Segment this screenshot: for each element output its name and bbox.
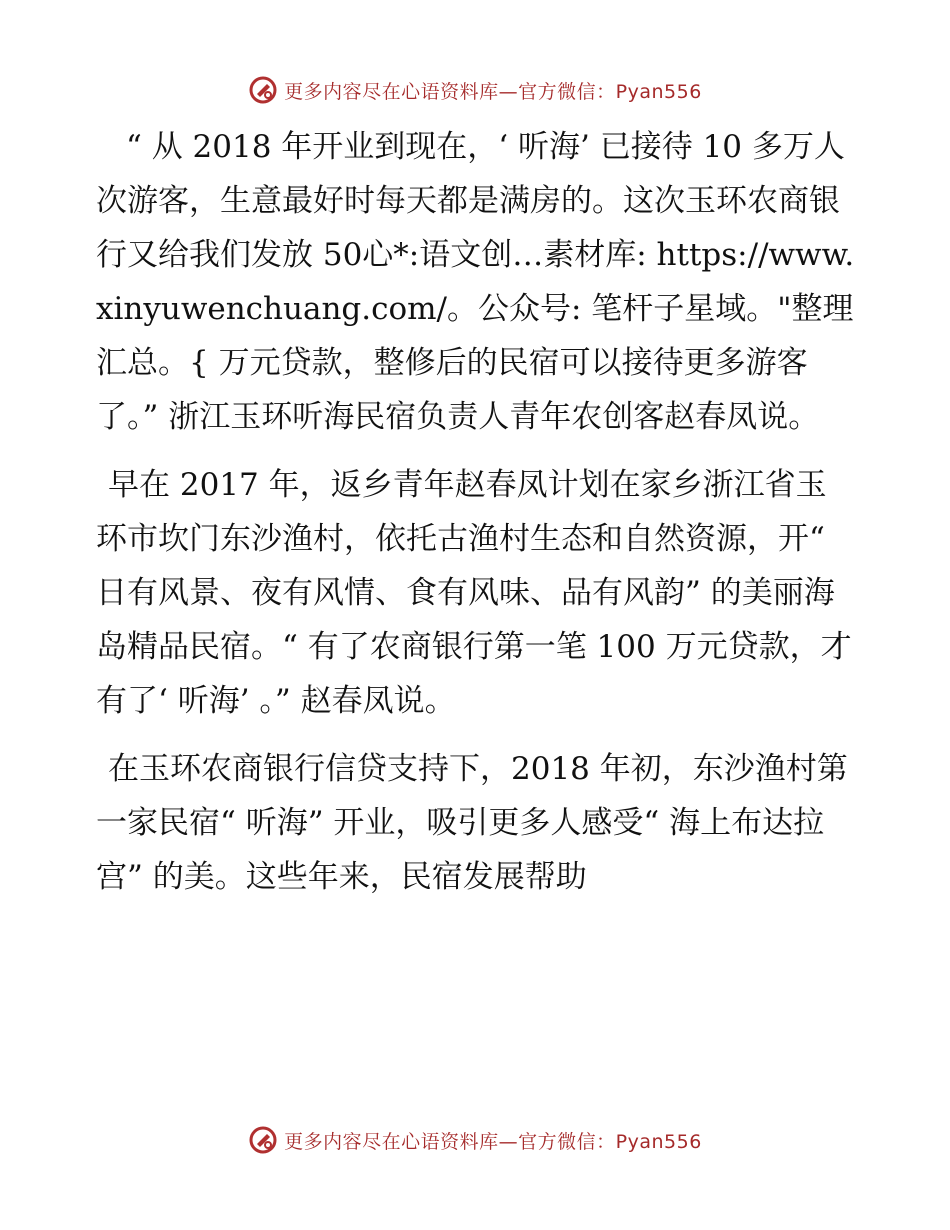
paragraph-1: “ 从 2018 年开业到现在，‘ 听海’ 已接待 10 多万人次游客，生意最好时每天都是满房的。这次玉环农商银行又给我们发放 50心*:语文创…素材库: https://www.xinyuwenchuang.com/。公众号: 笔杆子星域。"整理汇总。{ 万元贷款，整修后的民宿可以接待更多游客了。” 浙江玉环听海民宿负责人青年农创客赵春凤说。 xyxy=(96,129,855,435)
footer-banner xyxy=(0,1120,950,1160)
document-body xyxy=(96,120,856,918)
paragraph-2: 早在 2017 年，返乡青年赵春凤计划在家乡浙江省玉环市坎门东沙渔村，依托古渔村生态和自然资源，开“ 日有风景、夜有风情、食有风味、品有风韵” 的美丽海岛精品民宿。“ 有了农商银行第一笔 100 万元贷款，才有了‘ 听海’ 。” 赵春凤说。 xyxy=(96,467,852,719)
header-banner xyxy=(0,70,950,110)
footer-banner-text: 更多内容尽在心语资料库—官方微信：Pyan556 xyxy=(284,1130,702,1153)
stamp-seal-icon xyxy=(248,75,278,105)
header-banner-text: 更多内容尽在心语资料库—官方微信：Pyan556 xyxy=(284,80,702,103)
stamp-seal-icon xyxy=(248,1125,278,1155)
paragraph-3: 在玉环农商银行信贷支持下，2018 年初，东沙渔村第一家民宿“ 听海” 开业，吸引更多人感受“ 海上布达拉宫” 的美。这些年来，民宿发展帮助 xyxy=(96,751,848,895)
